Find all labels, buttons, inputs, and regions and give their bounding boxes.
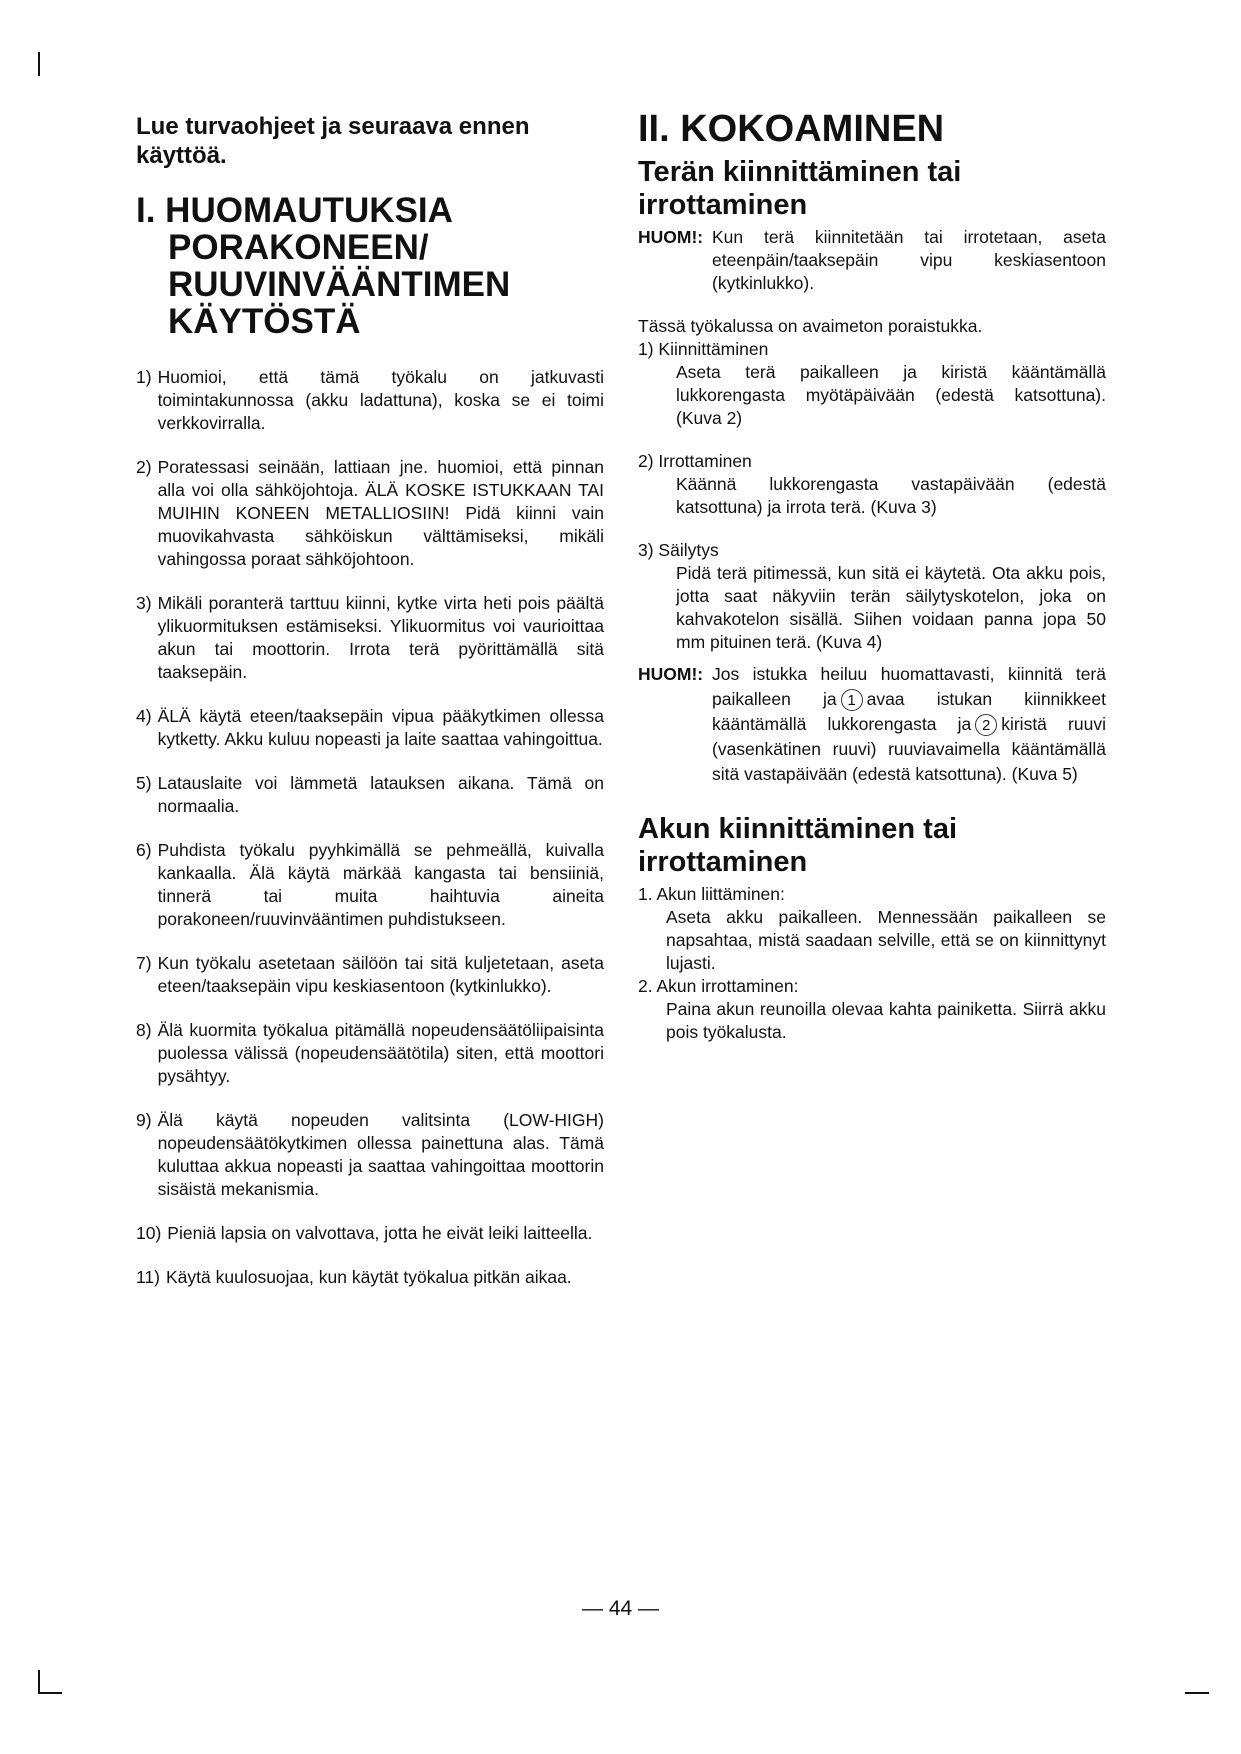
note-text-part: avaa istukan kiinnikkeet kääntämällä lukkorengasta ja (712, 689, 1107, 734)
list-item (136, 456, 604, 571)
item-text: Käytä kuulosuojaa, kun käytät työkalua pitkän aikaa. (166, 1267, 572, 1287)
list-item (136, 1019, 604, 1088)
section-heading-notes: I. HUOMAUTUKSIA PORAKONEEN/ RUUVINVÄÄNTIMEN KÄYTÖSTÄ (136, 191, 511, 341)
crop-mark-bottom-left-horizontal (38, 1692, 62, 1694)
section-heading-assembly: II. KOKOAMINEN (638, 108, 945, 150)
step-title: 2) Irrottaminen (638, 451, 752, 471)
crop-mark-bottom-left-vertical (38, 1670, 40, 1694)
item-text: Pieniä lapsia on valvottava, jotta he eivät leiki laitteella. (167, 1223, 593, 1243)
item-text: Huomioi, että tämä työkalu on jatkuvasti toimintakunnossa (akku ladattuna), koska se ei toimi verkkovirralla. (157, 367, 604, 433)
bit-note (638, 226, 1106, 295)
item-text: Mikäli poranterä tarttuu kiinni, kytke virta heti pois päältä ylikuormituksen estämiseksi. Ylikuormitus voi vaurioittaa akun tai moottorin. Irrota terä pyörittämällä sitä taaksepäin. (157, 593, 604, 682)
list-item (136, 1222, 604, 1245)
item-text: Latauslaite voi lämmetä latauksen aikana. Tämä on normaalia. (157, 773, 604, 816)
item-text: Älä kuormita työkalua pitämällä nopeudensäätöliipaisinta puolessa välissä (nopeudensäätötila) siten, että moottori pysähtyy. (157, 1020, 604, 1086)
list-item (136, 772, 604, 818)
page-number: — 44 — (581, 1597, 660, 1620)
item-text: ÄLÄ käytä eteen/taaksepäin vipua pääkytkimen ollessa kytketty. Akku kuluu nopeasti ja laite saattaa vahingoittua. (157, 706, 604, 749)
chuck-wobble-note (638, 662, 1106, 787)
step-body: Aseta terä paikalleen ja kiristä kääntämällä lukkorengasta myötäpäivään (edestä katsottuna). (Kuva 2) (676, 362, 1106, 428)
note-text (712, 662, 1106, 787)
step-body: Aseta akku paikalleen. Mennessään paikalleen se napsahtaa, mistä saadaan selville, että se on kiinnittynyt lujasti. (666, 907, 1106, 973)
step-body: Paina akun reunoilla olevaa kahta painiketta. Siirrä akku pois työkalusta. (666, 999, 1106, 1042)
step-title: 3) Säilytys (638, 540, 719, 560)
step-body: Käännä lukkorengasta vastapäivään (edestä katsottuna) ja irrota terä. (Kuva 3) (676, 474, 1106, 517)
bit-section-title: Terän kiinnittäminen tai irrottaminen (638, 156, 962, 221)
list-item (136, 592, 604, 684)
item-number: 9) (136, 1110, 152, 1130)
note-label: HUOM!: (638, 664, 704, 684)
item-number: 7) (136, 953, 152, 973)
list-item (136, 1266, 604, 1289)
note-label: HUOM!: (638, 227, 704, 247)
item-number: 6) (136, 840, 152, 860)
item-number: 1) (136, 367, 152, 387)
crop-mark-top-left (38, 52, 40, 76)
note-text: Kun terä kiinnitetään tai irrotetaan, aseta eteenpäin/taaksepäin vipu keskiasentoon (kytkinlukko). (712, 227, 1106, 293)
step-body: Pidä terä pitimessä, kun sitä ei käytetä. Ota akku pois, jotta saat näkyviin terän säilytyskotelon, joka on kahvakotelon sisällä. Siihen voidaan panna jopa 50 mm pituinen terä. (Kuva 4) (676, 563, 1106, 652)
step-title: 2. Akun irrottaminen: (638, 976, 799, 996)
item-text: Kun työkalu asetetaan säilöön tai sitä kuljetetaan, aseta eteen/taaksepäin vipu keskiasentoon (kytkinlukko). (157, 953, 604, 996)
note-text-part: kiristä ruuvi (vasenkätinen ruuvi) ruuviavaimella kääntämällä sitä vastapäivään (edestä katsottuna). (Kuva 5) (712, 714, 1106, 784)
list-item (136, 366, 604, 435)
item-number: 4) (136, 706, 152, 726)
note-text-part: Jos istukka heiluu huomattavasti, kiinnitä terä paikalleen ja (712, 664, 1106, 709)
item-number: 3) (136, 593, 152, 613)
battery-section-title: Akun kiinnittäminen tai irrottaminen (638, 813, 958, 878)
circled-number-2: 2 (975, 714, 997, 736)
item-number: 5) (136, 773, 152, 793)
item-text: Älä käytä nopeuden valitsinta (LOW-HIGH) nopeudensäätökytkimen ollessa painettuna alas. Tämä kuluttaa akkua nopeasti ja saattaa vahingoittaa moottorin sisäistä mekanismia. (157, 1110, 604, 1199)
step-title: 1. Akun liittäminen: (638, 884, 785, 904)
circled-number-1: 1 (841, 689, 863, 711)
list-item (136, 705, 604, 751)
chuck-text: Tässä työkalussa on avaimeton poraistukka. (638, 316, 983, 336)
list-item (136, 1109, 604, 1201)
item-text: Puhdista työkalu pyyhkimällä se pehmeällä, kuivalla kankaalla. Älä käytä märkää kangasta tai bensiiniä, tinnerä tai muita haihtuvia aineita porakoneen/ruuvinvääntimen puhdistukseen. (157, 840, 604, 929)
left-column (136, 112, 604, 1310)
item-number: 11) (136, 1267, 160, 1287)
item-number: 10) (136, 1223, 162, 1243)
step-title: 1) Kiinnittäminen (638, 339, 769, 359)
safety-intro: Lue turvaohjeet ja seuraava ennen käyttöä. (136, 113, 530, 169)
list-item (136, 839, 604, 931)
right-column (638, 108, 1106, 1044)
crop-mark-bottom-right (1185, 1692, 1209, 1694)
item-number: 8) (136, 1020, 152, 1040)
list-item (136, 952, 604, 998)
item-number: 2) (136, 457, 152, 477)
item-text: Poratessasi seinään, lattiaan jne. huomioi, että pinnan alla voi olla sähköjohtoja. ÄLÄ KOSKE ISTUKKAAN TAI MUIHIN KONEEN METALLIOSIIN! Pidä kiinni vain muovikahvasta sähköiskun välttämiseksi, mikäli vahingossa poraat sähköjohtoon. (157, 457, 604, 569)
